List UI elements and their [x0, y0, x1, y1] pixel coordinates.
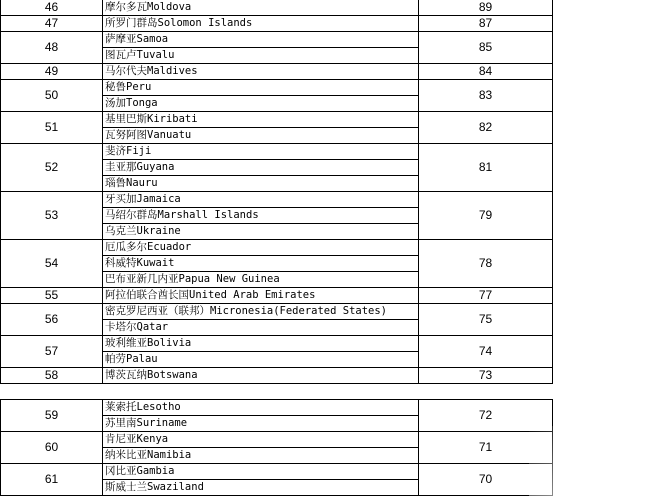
rank-cell: 46 — [1, 0, 103, 16]
table-row — [1, 80, 553, 96]
country-cell: 摩尔多瓦Moldova — [103, 0, 419, 16]
rank-cell: 52 — [1, 144, 103, 192]
table-row — [1, 112, 553, 128]
country-cell: 所罗门群岛Solomon Islands — [103, 16, 419, 32]
score-cell: 70 — [419, 464, 553, 496]
table-row — [1, 464, 553, 480]
score-cell: 81 — [419, 144, 553, 192]
score-cell: 87 — [419, 16, 553, 32]
country-cell: 秘鲁Peru — [103, 80, 419, 96]
table-row — [1, 336, 553, 352]
rank-cell: 53 — [1, 192, 103, 240]
country-cell: 斯威士兰Swaziland — [103, 480, 419, 496]
rank-cell: 48 — [1, 32, 103, 64]
country-cell: 玻利维亚Bolivia — [103, 336, 419, 352]
corner-fade — [529, 426, 669, 496]
score-cell: 78 — [419, 240, 553, 288]
rank-cell: 51 — [1, 112, 103, 144]
country-cell: 帕劳Palau — [103, 352, 419, 368]
table-row — [1, 432, 553, 448]
table-row — [1, 192, 553, 208]
score-cell: 77 — [419, 288, 553, 304]
country-cell: 博茨瓦纳Botswana — [103, 368, 419, 384]
country-cell: 莱索托Lesotho — [103, 400, 419, 416]
table-row — [1, 368, 553, 384]
country-cell: 瓦努阿图Vanuatu — [103, 128, 419, 144]
country-cell: 肯尼亚Kenya — [103, 432, 419, 448]
rank-cell: 58 — [1, 368, 103, 384]
country-cell: 牙买加Jamaica — [103, 192, 419, 208]
rank-cell: 57 — [1, 336, 103, 368]
country-cell: 巴布亚新几内亚Papua New Guinea — [103, 272, 419, 288]
country-cell: 卡塔尔Qatar — [103, 320, 419, 336]
score-cell: 89 — [419, 0, 553, 16]
score-cell: 71 — [419, 432, 553, 464]
country-cell: 斐济Fiji — [103, 144, 419, 160]
score-cell: 79 — [419, 192, 553, 240]
page-break-gap — [0, 392, 669, 399]
score-cell: 84 — [419, 64, 553, 80]
visa-ranking-table-bottom — [0, 399, 553, 496]
rank-cell: 59 — [1, 400, 103, 432]
country-cell: 密克罗尼西亚（联邦）Micronesia(Federated States) — [103, 304, 419, 320]
table-row — [1, 32, 553, 48]
table-row — [1, 400, 553, 416]
score-cell: 85 — [419, 32, 553, 64]
rank-cell: 60 — [1, 432, 103, 464]
table-row — [1, 304, 553, 320]
rank-cell: 55 — [1, 288, 103, 304]
score-cell: 73 — [419, 368, 553, 384]
country-cell: 圭亚那Guyana — [103, 160, 419, 176]
rank-cell: 50 — [1, 80, 103, 112]
country-cell: 马绍尔群岛Marshall Islands — [103, 208, 419, 224]
country-cell: 汤加Tonga — [103, 96, 419, 112]
country-cell: 科威特Kuwait — [103, 256, 419, 272]
table-row — [1, 288, 553, 304]
rank-cell: 54 — [1, 240, 103, 288]
score-cell: 72 — [419, 400, 553, 432]
table-row — [1, 16, 553, 32]
score-cell: 83 — [419, 80, 553, 112]
country-cell: 萨摩亚Samoa — [103, 32, 419, 48]
country-cell: 瑙鲁Nauru — [103, 176, 419, 192]
country-cell: 阿拉伯联合酋长国United Arab Emirates — [103, 288, 419, 304]
country-cell: 冈比亚Gambia — [103, 464, 419, 480]
score-cell: 74 — [419, 336, 553, 368]
rank-cell: 56 — [1, 304, 103, 336]
score-cell: 82 — [419, 112, 553, 144]
rank-cell: 49 — [1, 64, 103, 80]
score-cell: 75 — [419, 304, 553, 336]
table-row — [1, 64, 553, 80]
table-row — [1, 0, 553, 16]
rank-cell: 47 — [1, 16, 103, 32]
table-row — [1, 240, 553, 256]
country-cell: 基里巴斯Kiribati — [103, 112, 419, 128]
table-row — [1, 144, 553, 160]
rank-cell: 61 — [1, 464, 103, 496]
country-cell: 苏里南Suriname — [103, 416, 419, 432]
country-cell: 图瓦卢Tuvalu — [103, 48, 419, 64]
country-cell: 纳米比亚Namibia — [103, 448, 419, 464]
country-cell: 厄瓜多尔Ecuador — [103, 240, 419, 256]
country-cell: 马尔代夫Maldives — [103, 64, 419, 80]
country-cell: 乌克兰Ukraine — [103, 224, 419, 240]
